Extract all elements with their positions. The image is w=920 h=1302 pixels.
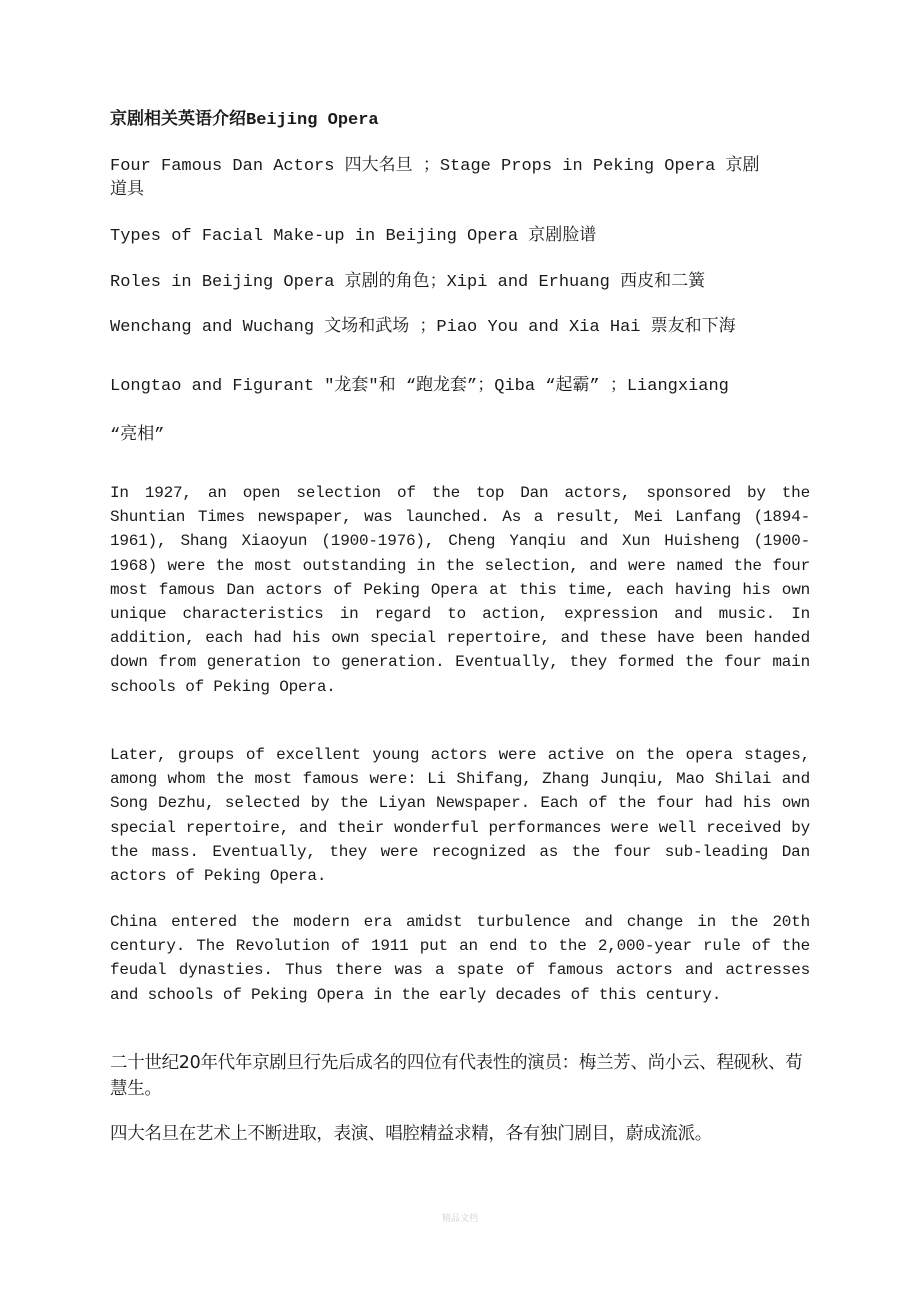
body-paragraph: In 1927, an open selection of the top Dan actors, sponsored by the Shuntian Times newspaper, was launched. As a result, Mei Lanfang (1894-1961), Shang Xiaoyun (1900-1976), Cheng Yanqiu and Xun Huisheng (1900-1968) were the most outstanding in the selection, and were named the four most famous Dan actors of Peking Opera at this time, each having his own unique characteristics in regard to action, expression and music. In addition, each had his own special repertoire, and these have been handed down from generation to generation. Eventually, they formed the four main schools of Peking Opera. (110, 484, 810, 696)
topic-line: Longtao and Figurant "龙套"和 “跑龙套”；Qiba “起霸” ；Liangxiang (110, 377, 729, 396)
topic-line: Types of Facial Make-up in Beijing Opera 京剧脸谱 (110, 227, 597, 246)
topic-line: Roles in Beijing Opera 京剧的角色；Xipi and Erhuang 西皮和二簧 (110, 273, 706, 292)
chinese-paragraph: 四大名旦在艺术上不断进取，表演、唱腔精益求精，各有独门剧目，蔚成流派。 (110, 1124, 712, 1144)
topic-line: “亮相” (110, 426, 165, 445)
page-footer: 精品文档 (441, 1214, 478, 1224)
topic-line: Four Famous Dan Actors 四大名旦 ；Stage Props in Peking Opera 京剧 (110, 157, 760, 176)
document-title: 京剧相关英语介绍Beijing Opera (110, 111, 379, 130)
body-paragraph: China entered the modern era amidst turbulence and change in the 20th century. The Revolution of 1911 put an end to the 2,000-year rule of the feudal dynasties. Thus there was a spate of famous actors and actresses and schools of Peking Opera in the early decades of this century. (110, 913, 810, 1004)
body-paragraph: Later, groups of excellent young actors were active on the opera stages, among whom the most famous were: Li Shifang, Zhang Junqiu, Mao Shilai and Song Dezhu, selected by the Liyan Newspaper. Each of the four had his own special repertoire, and their wonderful performances were well received by the mass. Eventually, they were recognized as the four sub-leading Dan actors of Peking Opera. (110, 746, 810, 886)
topic-line: Wenchang and Wuchang 文场和武场 ；Piao You and Xia Hai 票友和下海 (110, 318, 736, 337)
topic-line: 道具 (110, 181, 144, 200)
chinese-paragraph: 二十世纪20年代年京剧旦行先后成名的四位有代表性的演员：梅兰芳、尚小云、程砚秋、荀慧生。 (110, 1053, 803, 1099)
